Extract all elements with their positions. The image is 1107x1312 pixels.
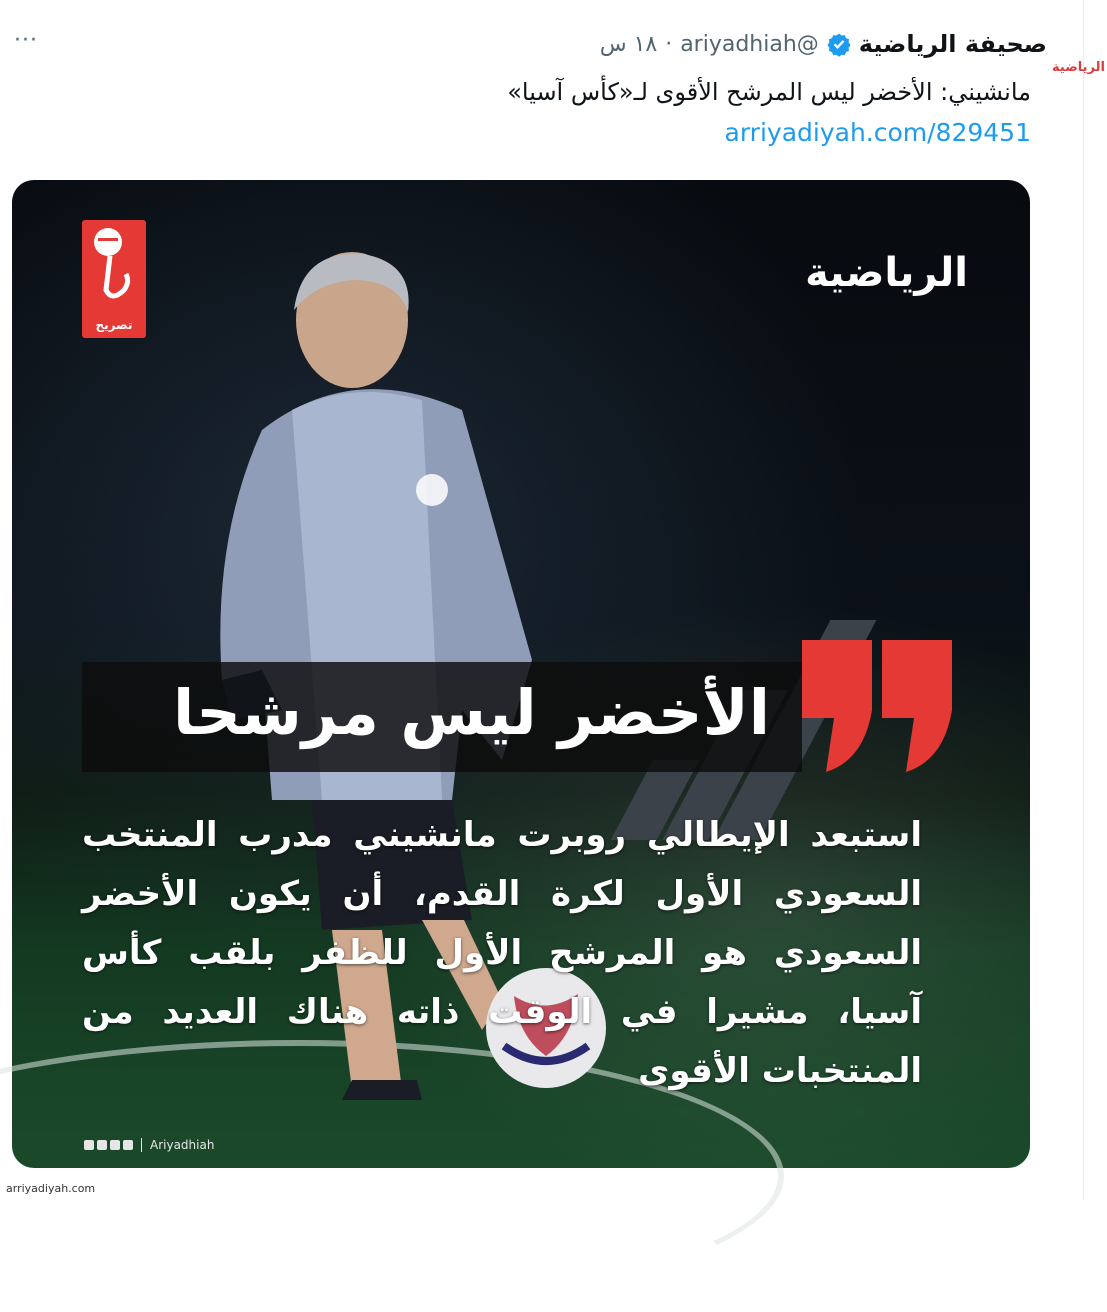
card-body-text: استبعد الإيطالي روبرت مانشيني مدرب المنتخب السعودي الأول لكرة القدم، أن يكون الأخضر السعودي هو المرشح الأول للظفر بلقب كأس آسيا، مشيرا في الوقت ذاته هناك العديد من المنتخبات الأقوى (82, 815, 922, 1091)
user-handle[interactable]: @ariyadhiah (680, 31, 819, 57)
quote-mark-icon (882, 640, 952, 780)
tweet-link[interactable]: arriyadiyah.com/829451 (724, 118, 1031, 147)
social-icons (84, 1140, 133, 1150)
tweet-timestamp[interactable]: ١٨ س (599, 31, 658, 57)
headline: الأخضر ليس مرشحا (172, 676, 770, 749)
tweet-media-card[interactable] (12, 180, 1030, 1168)
youtube-icon (123, 1140, 133, 1150)
statement-badge (82, 220, 146, 338)
tiktok-icon (97, 1140, 107, 1150)
footer-handle: Ariyadhiah (150, 1138, 215, 1152)
timeline-divider (1083, 0, 1084, 1200)
header-separator: · (665, 31, 673, 57)
display-name[interactable]: صحيفة الرياضية (858, 30, 1047, 58)
snapchat-icon (110, 1140, 120, 1150)
more-options-button[interactable]: ··· (14, 28, 38, 53)
microphone-icon (82, 220, 146, 310)
x-icon (84, 1140, 94, 1150)
verified-badge-icon (827, 32, 851, 56)
card-footer (84, 1138, 214, 1152)
watermark: arriyadiyah.com (6, 1182, 96, 1195)
statement-badge-label: تصريح (95, 318, 133, 332)
tweet-header (600, 30, 1047, 58)
tweet-text: مانشيني: الأخضر ليس المرشح الأقوى لـ«كأس آسيا» (507, 78, 1031, 106)
side-brand-logo: الرياضية (1052, 60, 1105, 75)
brand-logo: الرياضية (805, 250, 968, 296)
quote-mark-icon-2 (802, 640, 872, 780)
footer-separator (141, 1138, 142, 1152)
